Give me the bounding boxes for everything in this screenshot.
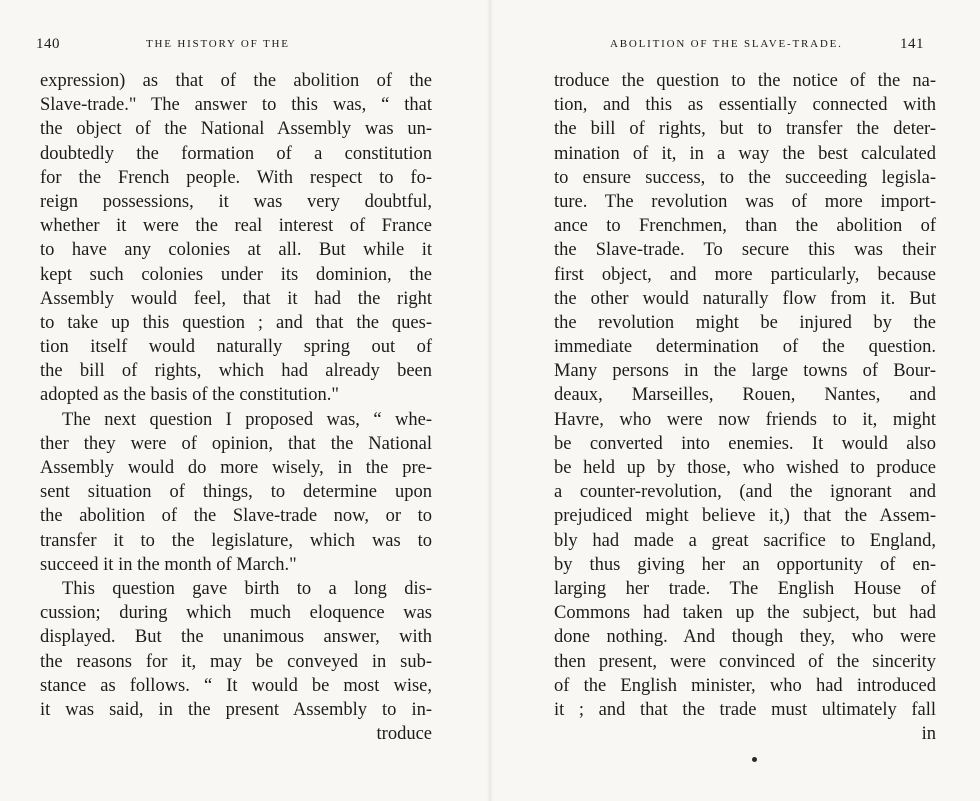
left-page-number: 140 (36, 36, 60, 52)
text-line: of the English minister, who had introduced (554, 675, 936, 696)
left-running-head: THE HISTORY OF THE (146, 38, 290, 50)
text-line: doubtedly the formation of a constitution (40, 143, 432, 164)
text-line: it ; and that the trade must ultimately fall (554, 699, 936, 720)
text-line: to ensure success, to the succeeding legisla- (554, 167, 936, 188)
text-line: the revolution might be injured by the (554, 312, 936, 333)
text-line: reign possessions, it was very doubtful, (40, 191, 432, 212)
text-line: ther they were of opinion, that the National (40, 433, 432, 454)
text-line: Assembly would do more wisely, in the pre- (40, 458, 432, 478)
right-page-text (554, 69, 936, 746)
text-line: Commons had taken up the subject, but had (554, 603, 936, 624)
text-line: the reasons for it, may be conveyed in sub- (40, 651, 432, 672)
text-line: it was said, in the present Assembly to in- (40, 699, 432, 720)
right-page (490, 0, 980, 801)
text-line: Many persons in the large towns of Bour- (554, 361, 936, 382)
text-line: cussion; during which much eloquence was (40, 603, 432, 624)
text-line: done nothing. And though they, who were (554, 627, 936, 648)
text-line: the Slave-trade. To secure this was their (554, 240, 936, 261)
text-line: transfer it to the legislature, which was to (40, 530, 432, 551)
text-line: tion itself would naturally spring out of (40, 337, 432, 358)
text-line: be held up by those, who wished to produce (554, 458, 936, 478)
text-line: first object, and more particularly, because (554, 264, 936, 285)
text-line: Assembly would feel, that it had the right (40, 288, 432, 309)
text-line: the abolition of the Slave-trade now, or to (40, 506, 432, 527)
text-line: mination of it, in a way the best calculated (554, 143, 936, 164)
text-line: succeed it in the month of March." (40, 554, 297, 575)
catchword: troduce (376, 724, 432, 745)
text-line: the bill of rights, which had already been (40, 361, 432, 382)
text-line: expression) as that of the abolition of the (40, 71, 432, 91)
text-line: displayed. But the unanimous answer, with (40, 627, 432, 648)
text-line: adopted as the basis of the constitution." (40, 385, 339, 406)
text-line: sent situation of things, to determine upon (40, 482, 432, 503)
text-line: This question gave birth to a long dis- (62, 578, 432, 599)
text-line: Havre, who were now friends to it, might (554, 409, 936, 430)
ink-speck (752, 757, 757, 762)
text-line: stance as follows. “ It would be most wise, (40, 675, 432, 696)
text-line: immediate determination of the question. (554, 337, 936, 358)
text-line: the object of the National Assembly was un- (40, 119, 432, 140)
text-line: the other would naturally flow from it. But (554, 288, 936, 309)
text-line: to take up this question ; and that the ques- (40, 312, 432, 333)
left-page-text (40, 69, 432, 746)
text-line: kept such colonies under its dominion, the (40, 264, 432, 285)
text-line: Slave-trade." The answer to this was, “ that (40, 95, 432, 116)
text-line: to have any colonies at all. But while it (40, 240, 432, 261)
text-line: The next question I proposed was, “ whe- (62, 409, 432, 430)
text-line: troduce the question to the notice of the na- (554, 71, 936, 91)
right-running-head: ABOLITION OF THE SLAVE-TRADE. (610, 38, 843, 50)
text-line: tion, and this as essentially connected with (554, 95, 936, 116)
catchword: in (921, 724, 936, 745)
text-line: ture. The revolution was of more import- (554, 191, 936, 212)
text-line: deaux, Marseilles, Rouen, Nantes, and (554, 385, 936, 406)
text-line: whether it were the real interest of France (40, 216, 432, 237)
text-line: for the French people. With respect to fo- (40, 167, 432, 188)
text-line: by thus giving her an opportunity of en- (554, 554, 936, 575)
text-line: then present, were convinced of the sincerity (554, 651, 936, 672)
text-line: a counter-revolution, (and the ignorant and (554, 482, 936, 503)
text-line: prejudiced might believe it,) that the Assem- (554, 506, 936, 527)
text-line: ance to Frenchmen, than the abolition of (554, 216, 936, 237)
text-line: larging her trade. The English House of (554, 578, 936, 599)
text-line: be converted into enemies. It would also (554, 433, 936, 454)
right-page-number: 141 (900, 36, 924, 52)
text-line: the bill of rights, but to transfer the deter- (554, 119, 936, 140)
text-line: bly had made a great sacrifice to England, (554, 530, 936, 551)
